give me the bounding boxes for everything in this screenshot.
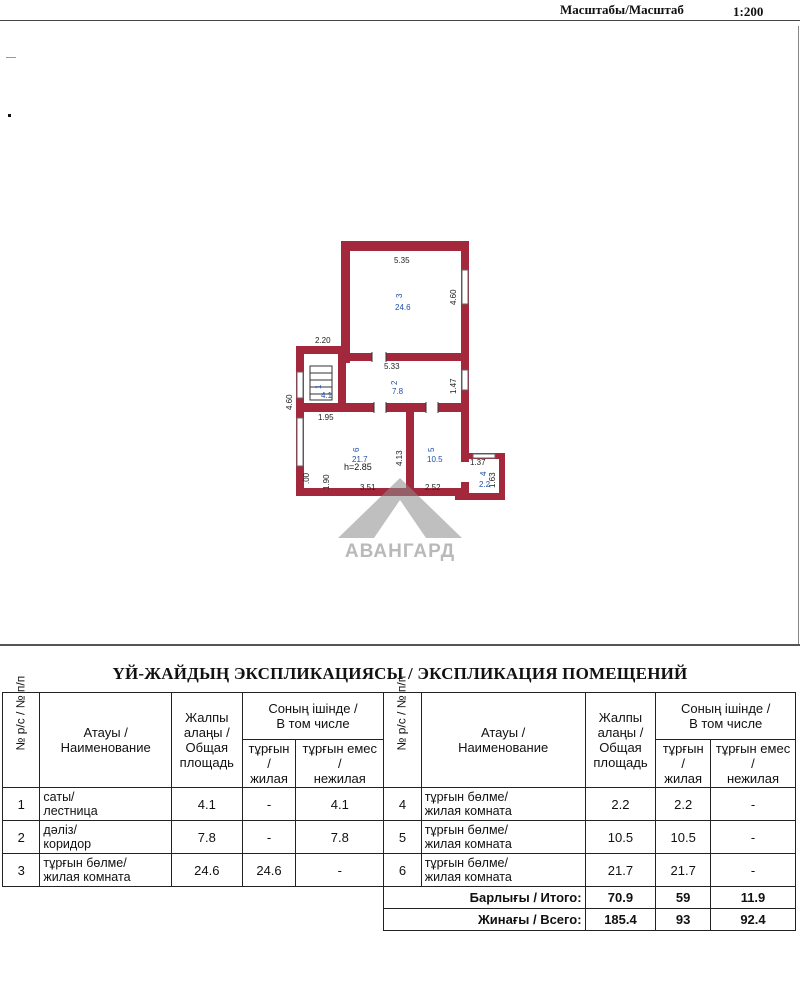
- totals-row: [3, 887, 796, 909]
- room-1-number: 1: [314, 384, 323, 389]
- wall-balcony-right: [499, 453, 505, 499]
- header-name: Атауы / Наименование: [40, 693, 171, 788]
- row-total-right: 2.2: [585, 788, 656, 821]
- row-nonliving: -: [296, 854, 384, 887]
- wall-top: [341, 241, 469, 251]
- row-name: тұрғын бөлме/ жилая комната: [40, 854, 171, 887]
- room-5-number: 5: [427, 447, 436, 452]
- row-nonliving-right: -: [710, 788, 795, 821]
- header-name-right: Атауы / Наименование: [421, 693, 585, 788]
- table-row: [3, 788, 796, 821]
- grand-total-label: Жинағы / Всего:: [384, 909, 585, 931]
- header-living-right: тұрғын / жилая: [656, 740, 711, 788]
- door-room5: [426, 403, 438, 412]
- grand-total-nonliving: 92.4: [710, 909, 795, 931]
- dim-corridor-height: 1.47: [449, 378, 458, 394]
- room-2-number: 2: [390, 380, 399, 385]
- room-4-number: 4: [479, 471, 488, 476]
- grand-total-spacer: [3, 909, 384, 931]
- dim-balcony-height: 1.63: [488, 472, 497, 488]
- row-num: 3: [3, 854, 40, 887]
- row-living-right: 10.5: [656, 821, 711, 854]
- row-nonliving-right: -: [710, 821, 795, 854]
- grand-total-living: 93: [656, 909, 711, 931]
- row-name-right: тұрғын бөлме/ жилая комната: [421, 788, 585, 821]
- room-3-area: 24.6: [395, 303, 411, 312]
- room-1-area: 4.1: [321, 391, 333, 400]
- row-living-right: 2.2: [656, 788, 711, 821]
- grand-total-row: [3, 909, 796, 931]
- door-room3: [372, 353, 386, 361]
- explication-title: ҮЙ-ЖАЙДЫҢ ЭКСПЛИКАЦИЯСЫ / ЭКСПЛИКАЦИЯ ПОМЕЩЕНИЙ: [112, 664, 688, 683]
- table-row: [3, 854, 796, 887]
- wall-room3-left: [341, 241, 350, 363]
- row-num-right: 4: [384, 788, 421, 821]
- row-living-right: 21.7: [656, 854, 711, 887]
- row-name-right: тұрғын бөлме/ жилая комната: [421, 854, 585, 887]
- dim-room6-bottom: 3.51: [360, 483, 376, 492]
- row-num-right: 5: [384, 821, 421, 854]
- row-nonliving: 4.1: [296, 788, 384, 821]
- row-name: саты/ лестница: [40, 788, 171, 821]
- row-nonliving-right: -: [710, 854, 795, 887]
- dim-balcony-width: 1.37: [470, 458, 486, 467]
- row-living: 24.6: [242, 854, 296, 887]
- header-including: Соның ішінде / В том числе: [242, 693, 384, 740]
- totals-label: Барлығы / Итого:: [384, 887, 585, 909]
- watermark-logo-icon: [338, 478, 462, 538]
- dim-corridor-width: 5.33: [384, 362, 400, 371]
- wall-room3-bottom: [341, 353, 469, 361]
- header-including-right: Соның ішінде / В том числе: [656, 693, 796, 740]
- dim-room5-height: 4.13: [395, 450, 404, 466]
- window-room6: [297, 418, 303, 466]
- header-nonliving-right: тұрғын емес / нежилая: [710, 740, 795, 788]
- room-6-area: 21.7: [352, 455, 368, 464]
- wall-balcony-bottom: [455, 493, 505, 500]
- table-row: [3, 821, 796, 854]
- wall-stair-top: [296, 346, 350, 354]
- wall-partition: [406, 412, 414, 496]
- room-4-area: 2.2: [479, 480, 491, 489]
- row-total: 7.8: [171, 821, 242, 854]
- grand-total-total: 185.4: [585, 909, 656, 931]
- doors: [372, 353, 469, 482]
- header-living: тұрғын / жилая: [242, 740, 296, 788]
- row-num: 2: [3, 821, 40, 854]
- dim-left-bottom-height: 1.90: [322, 474, 331, 490]
- scale-value: 1:200: [733, 4, 764, 19]
- row-total-right: 21.7: [585, 854, 656, 887]
- scale-label: Масштабы/Масштаб: [560, 2, 684, 17]
- row-total: 24.6: [171, 854, 242, 887]
- door-room6: [374, 403, 386, 412]
- header-area-right: Жалпы алаңы / Общая площадь: [585, 693, 656, 788]
- totals-total: 70.9: [585, 887, 656, 909]
- table-header-row: [3, 693, 796, 740]
- row-name: дәліз/ коридор: [40, 821, 171, 854]
- room-6-number: 6: [352, 447, 361, 452]
- totals-nonliving: 11.9: [710, 887, 795, 909]
- explication-table: [2, 675, 796, 931]
- header-num-right: № р/с / № п/п: [384, 693, 421, 788]
- row-name-right: тұрғын бөлме/ жилая комната: [421, 821, 585, 854]
- room-5-area: 10.5: [427, 455, 443, 464]
- door-balcony: [461, 462, 469, 482]
- totals-spacer: [3, 887, 384, 909]
- room-2-area: 7.8: [392, 387, 404, 396]
- row-num: 1: [3, 788, 40, 821]
- header-area: Жалпы алаңы / Общая площадь: [171, 693, 242, 788]
- ceiling-height: h=2.85: [344, 462, 372, 472]
- totals-living: 59: [656, 887, 711, 909]
- room-3-number: 3: [395, 293, 404, 298]
- dim-left-height: 4.60: [285, 394, 294, 410]
- row-total-right: 10.5: [585, 821, 656, 854]
- window-corridor: [462, 370, 468, 390]
- header-nonliving: тұрғын емес / нежилая: [296, 740, 384, 788]
- dim-left-small-width: 2.20: [315, 336, 331, 345]
- window-room3: [462, 270, 468, 304]
- dim-left-bottom-small: .00: [302, 472, 311, 484]
- dim-room5-bottom: 2.52: [425, 483, 441, 492]
- row-living: -: [242, 821, 296, 854]
- row-num-right: 6: [384, 854, 421, 887]
- dim-right-height: 4.60: [449, 289, 458, 305]
- dim-top-width: 5.35: [394, 256, 410, 265]
- row-nonliving: 7.8: [296, 821, 384, 854]
- window-stair: [297, 372, 303, 398]
- row-total: 4.1: [171, 788, 242, 821]
- watermark-text: АВАНГАРД: [344, 541, 456, 562]
- wall-stair-right: [338, 353, 346, 408]
- dim-stair-width: 1.95: [318, 413, 334, 422]
- header-num: № р/с / № п/п: [3, 693, 40, 788]
- row-living: -: [242, 788, 296, 821]
